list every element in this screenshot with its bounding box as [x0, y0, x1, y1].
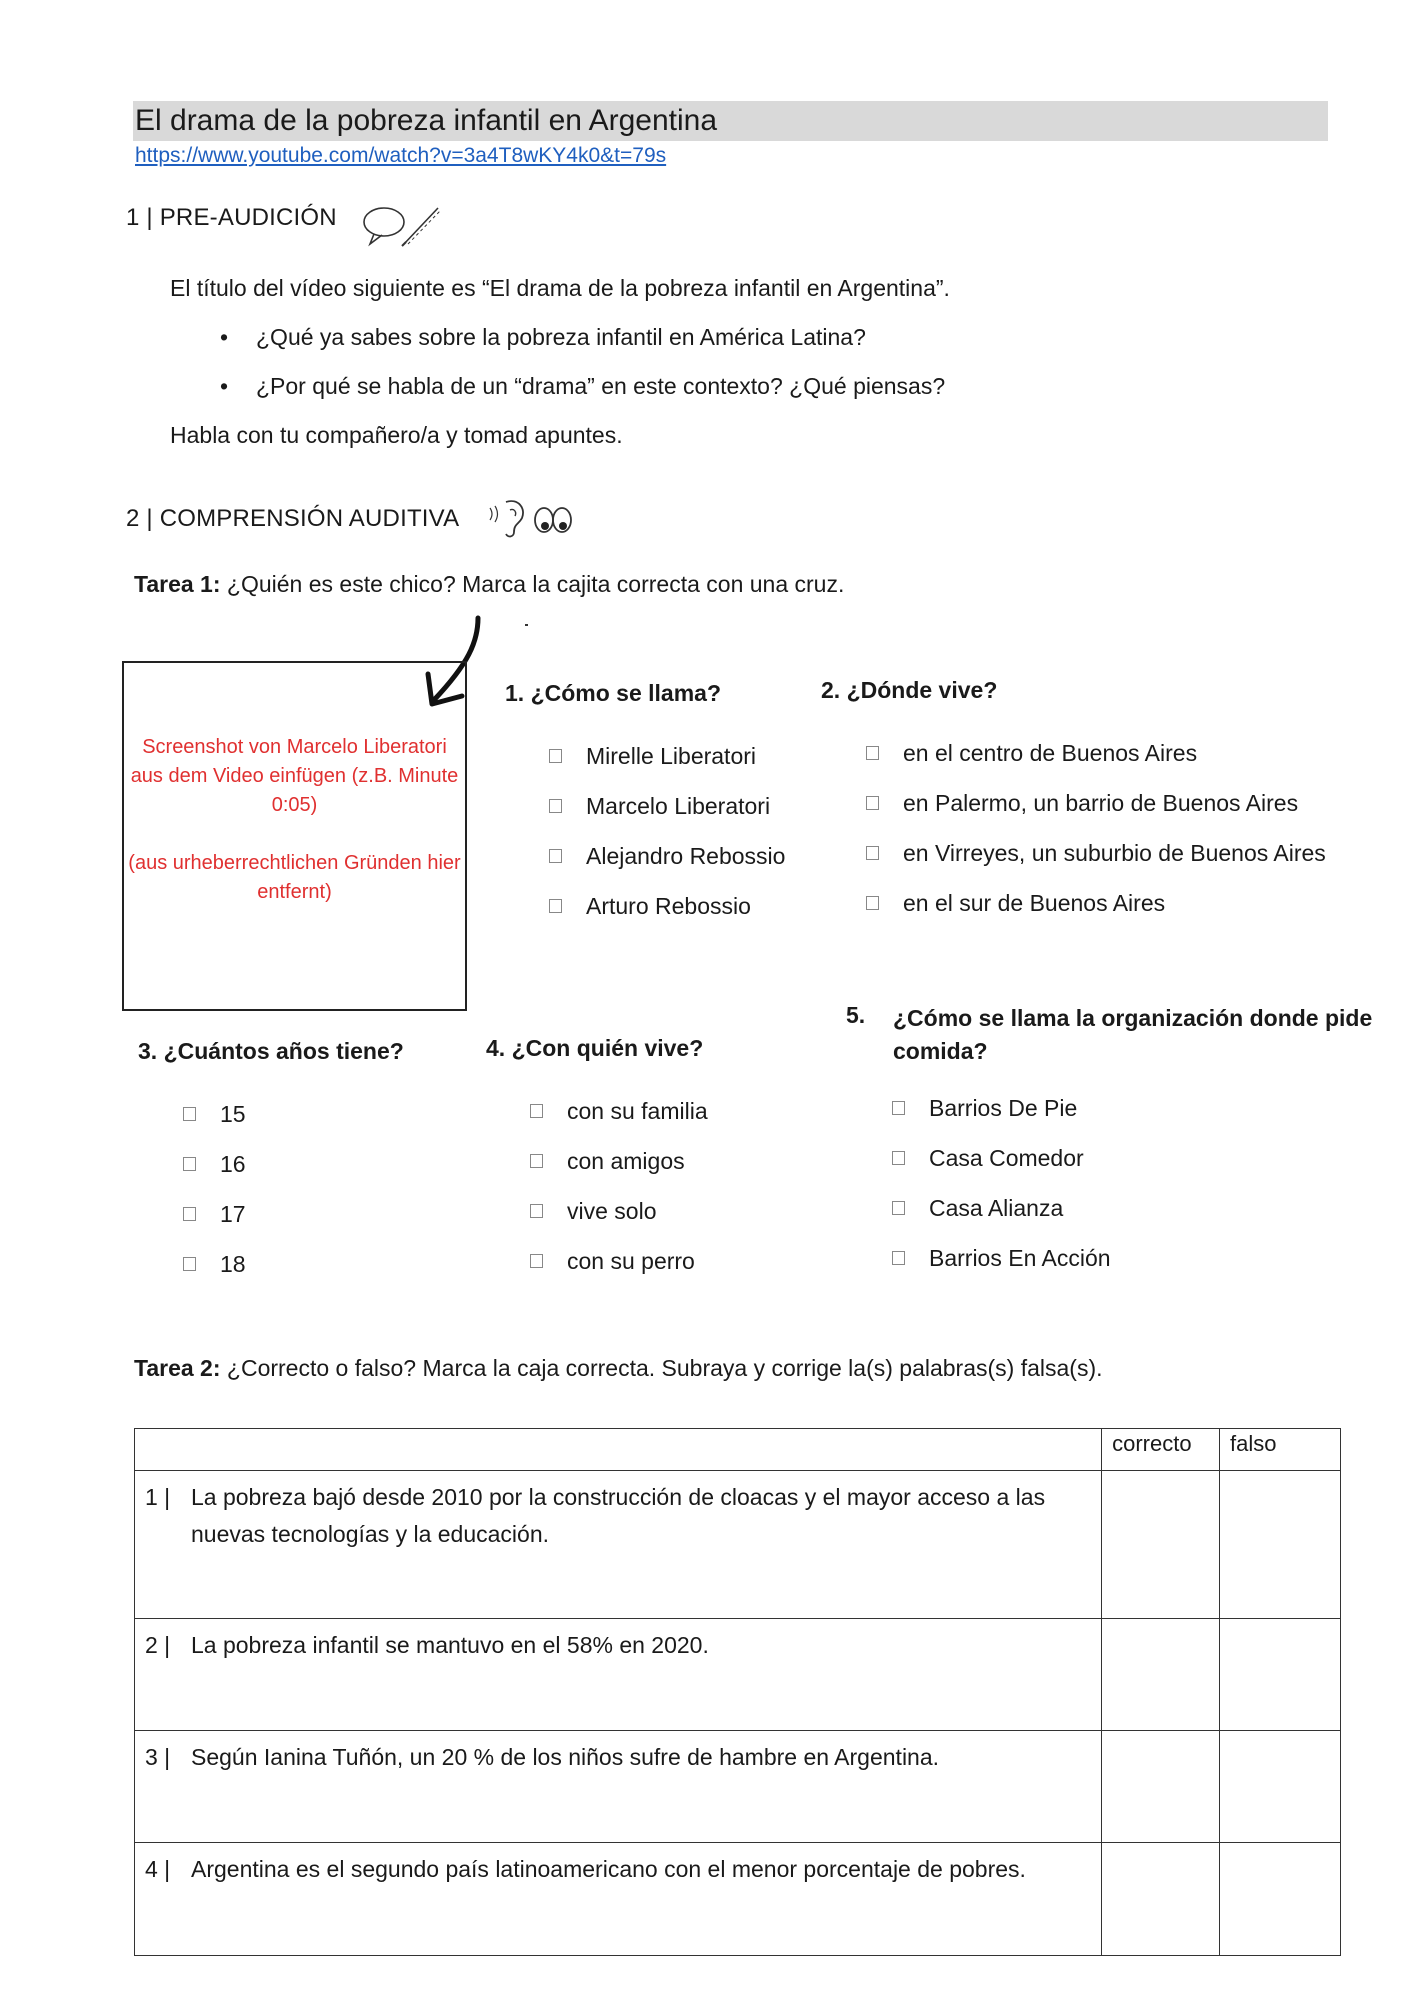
photo-placeholder: Screenshot von Marcelo Liberatori aus dem Video einfügen (z.B. Minute 0:05) (aus urheberrechtlichen Gründen hier entfernt)	[122, 661, 467, 1011]
option-item: vive solo	[530, 1196, 708, 1226]
video-link[interactable]: https://www.youtube.com/watch?v=3a4T8wKY4k0&t=79s	[135, 144, 667, 167]
checkbox[interactable]	[892, 1101, 905, 1115]
option-item: Alejandro Rebossio	[549, 841, 785, 871]
table-row	[135, 1731, 1341, 1843]
false-cell[interactable]	[1220, 1471, 1341, 1619]
bullet-dot-icon: •	[220, 324, 229, 350]
task-2-instruction: Tarea 2: ¿Correcto o falso? Marca la caja correcta. Subraya y corrige la(s) palabras(s) falsa(s).	[134, 1355, 1103, 1381]
section-1-closing: Habla con tu compañero/a y tomad apuntes.	[170, 422, 623, 448]
option-item: Casa Alianza	[892, 1193, 1111, 1223]
checkbox[interactable]	[183, 1107, 196, 1121]
false-cell[interactable]	[1220, 1619, 1341, 1731]
statement-cell: 4 | Argentina es el segundo país latinoamericano con el menor porcentaje de pobres.	[135, 1843, 1102, 1956]
question-2-title: 2. ¿Dónde vive?	[821, 677, 998, 703]
option-item: Barrios En Acción	[892, 1243, 1111, 1273]
question-3-title: 3. ¿Cuántos años tiene?	[138, 1038, 404, 1064]
checkbox[interactable]	[530, 1154, 543, 1168]
checkbox[interactable]	[549, 849, 562, 863]
option-item: en el centro de Buenos Aires	[866, 738, 1326, 768]
speech-bubble-pen-icon	[362, 200, 446, 250]
section-1-heading: 1 | PRE-AUDICIÓN	[126, 204, 337, 231]
option-item: en Virreyes, un suburbio de Buenos Aires	[866, 838, 1326, 868]
correct-cell[interactable]	[1102, 1619, 1220, 1731]
bullet-item: • ¿Qué ya sabes sobre la pobreza infantil en América Latina?	[220, 324, 866, 350]
checkbox[interactable]	[892, 1251, 905, 1265]
true-false-table	[134, 1428, 1341, 1956]
option-item: Arturo Rebossio	[549, 891, 785, 921]
checkbox[interactable]	[530, 1204, 543, 1218]
option-item: Mirelle Liberatori	[549, 741, 785, 771]
option-item: en Palermo, un barrio de Buenos Aires	[866, 788, 1326, 818]
question-4-options	[530, 1096, 708, 1276]
option-item: 17	[183, 1199, 246, 1229]
false-cell[interactable]	[1220, 1843, 1341, 1956]
checkbox[interactable]	[183, 1157, 196, 1171]
table-row	[135, 1843, 1341, 1956]
section-2-heading: 2 | COMPRENSIÓN AUDITIVA	[126, 505, 460, 532]
correct-cell[interactable]	[1102, 1471, 1220, 1619]
header-false: falso	[1220, 1429, 1341, 1471]
bullet-item: • ¿Por qué se habla de un “drama” en este contexto? ¿Qué piensas?	[220, 373, 946, 399]
correct-cell[interactable]	[1102, 1843, 1220, 1956]
option-item: con su perro	[530, 1246, 708, 1276]
checkbox[interactable]	[892, 1151, 905, 1165]
option-item: Casa Comedor	[892, 1143, 1111, 1173]
checkbox[interactable]	[549, 899, 562, 913]
table-row	[135, 1471, 1341, 1619]
task-1-instruction: Tarea 1: ¿Quién es este chico? Marca la cajita correcta con una cruz.	[134, 571, 845, 597]
table-header-row	[135, 1429, 1341, 1471]
statement-cell: 2 | La pobreza infantil se mantuvo en el 58% en 2020.	[135, 1619, 1102, 1731]
question-2-options	[866, 738, 1326, 918]
checkbox[interactable]	[866, 746, 879, 760]
ear-eyes-icon	[486, 494, 572, 540]
correct-cell[interactable]	[1102, 1731, 1220, 1843]
bullet-dot-icon: •	[220, 373, 229, 399]
checkbox[interactable]	[549, 799, 562, 813]
checkbox[interactable]	[892, 1201, 905, 1215]
checkbox[interactable]	[183, 1257, 196, 1271]
checkbox[interactable]	[530, 1254, 543, 1268]
checkbox[interactable]	[866, 846, 879, 860]
question-4-title: 4. ¿Con quién vive?	[486, 1035, 704, 1061]
option-item: con su familia	[530, 1096, 708, 1126]
table-row	[135, 1619, 1341, 1731]
question-1-options	[549, 741, 785, 921]
statement-cell: 3 | Según Ianina Tuñón, un 20 % de los niños sufre de hambre en Argentina.	[135, 1731, 1102, 1843]
header-correct: correcto	[1102, 1429, 1220, 1471]
option-item: en el sur de Buenos Aires	[866, 888, 1326, 918]
section-1-intro: El título del vídeo siguiente es “El drama de la pobreza infantil en Argentina”.	[170, 275, 950, 301]
checkbox[interactable]	[866, 896, 879, 910]
question-5-options	[892, 1093, 1111, 1273]
option-item: 18	[183, 1249, 246, 1279]
option-item: Marcelo Liberatori	[549, 791, 785, 821]
question-3-options	[183, 1099, 246, 1279]
question-5-number: 5.	[846, 1002, 866, 1028]
checkbox[interactable]	[183, 1207, 196, 1221]
false-cell[interactable]	[1220, 1731, 1341, 1843]
checkbox[interactable]	[530, 1104, 543, 1118]
question-5-title: ¿Cómo se llama la organización donde pide comida?	[893, 1005, 1373, 1064]
page-title: El drama de la pobreza infantil en Argentina	[133, 101, 1328, 141]
stray-mark	[525, 624, 528, 626]
header-empty-cell	[135, 1429, 1102, 1471]
checkbox[interactable]	[549, 749, 562, 763]
question-1-title: 1. ¿Cómo se llama?	[505, 680, 722, 706]
checkbox[interactable]	[866, 796, 879, 810]
statement-cell: 1 | La pobreza bajó desde 2010 por la construcción de cloacas y el mayor acceso a las nuevas tecnologías y la educación.	[135, 1471, 1102, 1619]
option-item: con amigos	[530, 1146, 708, 1176]
option-item: 16	[183, 1149, 246, 1179]
option-item: Barrios De Pie	[892, 1093, 1111, 1123]
option-item: 15	[183, 1099, 246, 1129]
